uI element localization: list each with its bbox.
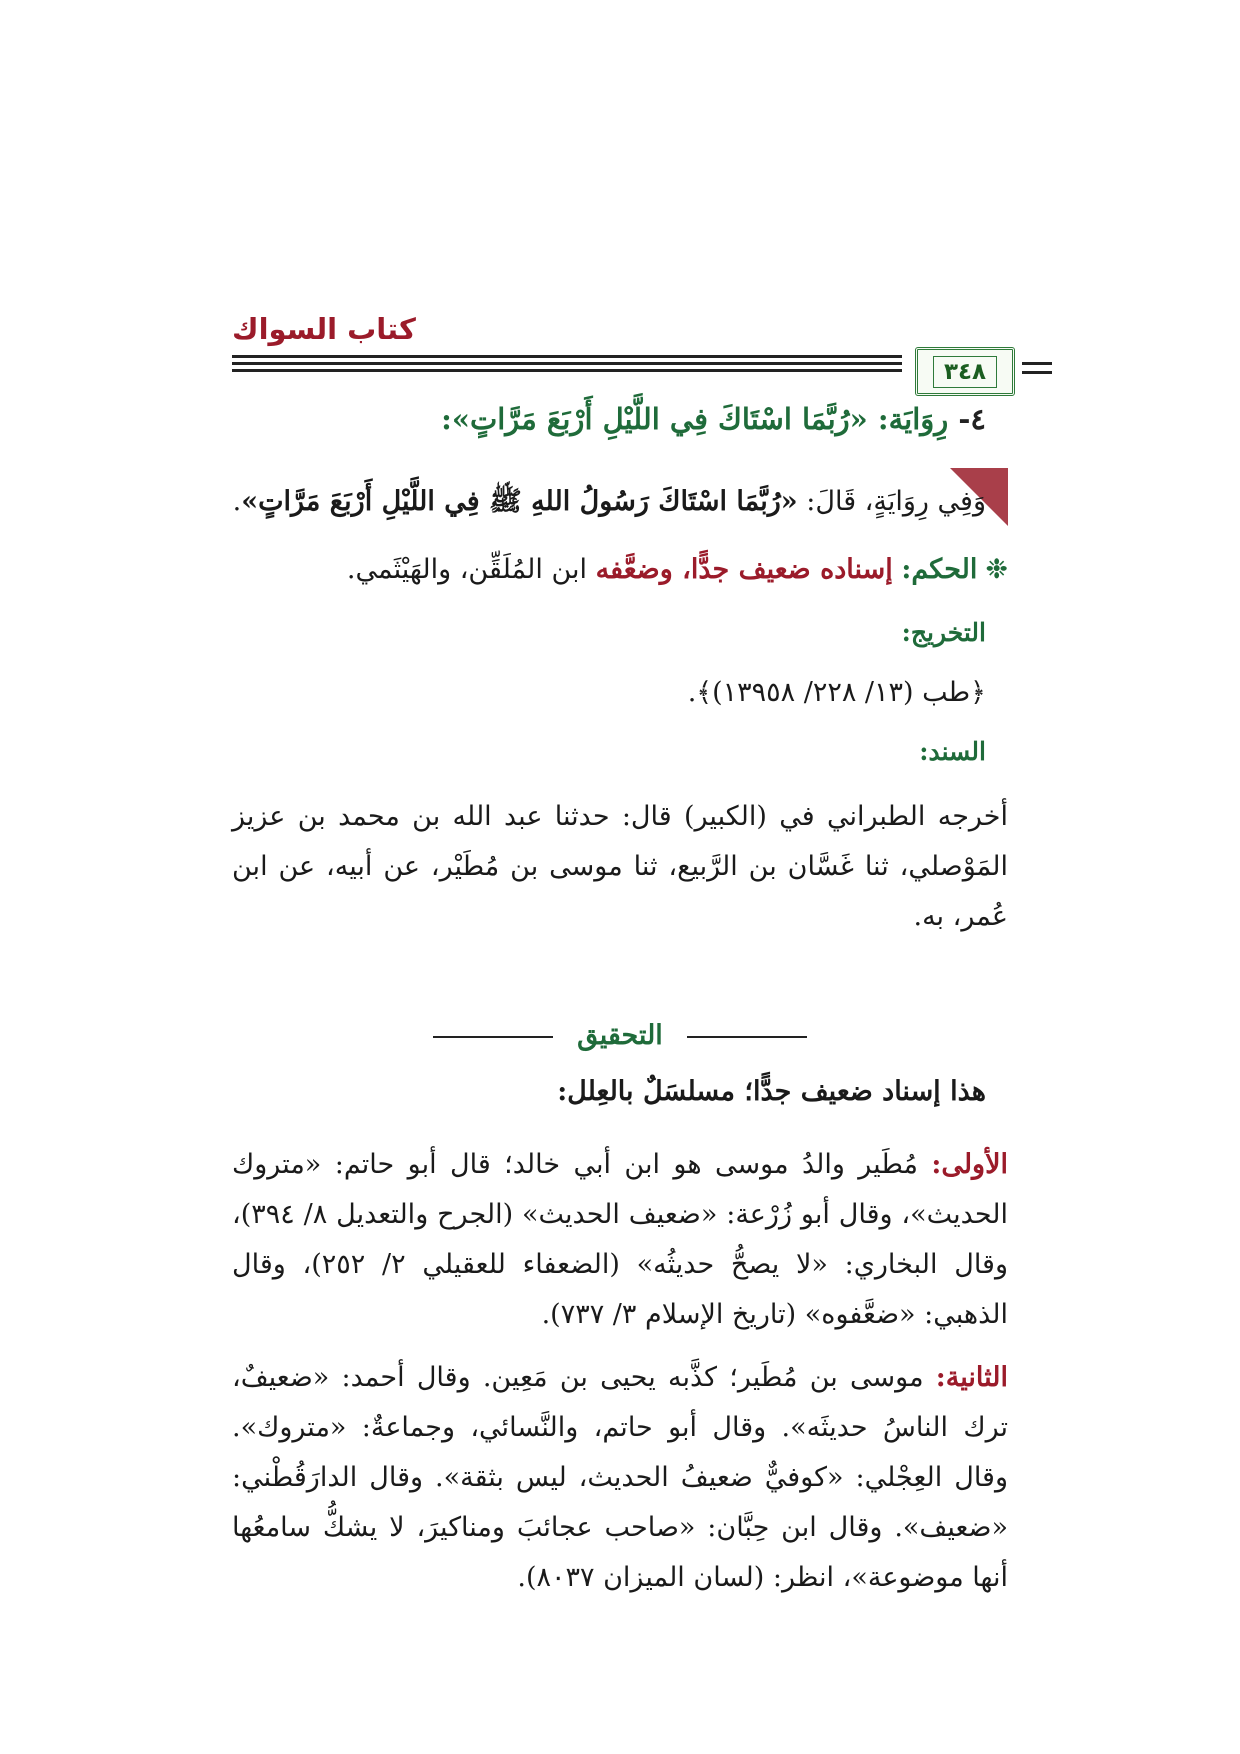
narration-suffix: . <box>232 486 242 517</box>
tahqiq-divider <box>433 1022 807 1052</box>
header-rule-middle <box>232 362 902 365</box>
header-rule-right-bottom <box>1022 371 1052 374</box>
ruling-verdict: إسناده ضعيف جدًّا، وضعَّفه <box>595 554 893 585</box>
second-defect-label: الثانية: <box>935 1362 1008 1393</box>
sanad-label: السند: <box>919 737 986 766</box>
book-title: كتاب السواك <box>232 312 416 346</box>
narration-quote: «رُبَّمَا اسْتَاكَ رَسُولُ اللهِ ﷺ فِي اللَّيْلِ أَرْبَعَ مَرَّاتٍ» <box>241 486 798 517</box>
second-defect-text: موسى بن مُطَير؛ كذَّبه يحيى بن مَعِين. وقال أحمد: «ضعيفٌ، ترك الناسُ حديثَه». وقال أبو حاتم، والنَّسائي، وجماعةٌ: «متروك». وقال العِجْلي: «كوفيٌّ ضعيفُ الحديث، ليس بثقة». وقال الدارَقُطْني: «ضعيف». وقال ابن حِبَّان: «صاحب عجائبَ ومناكيرَ، لا يشكُّ سامعُها أنها موضوعة»، انظر: (لسان الميزان ٨٠٣٧). <box>232 1362 1008 1593</box>
sanad-paragraph: أخرجه الطبراني في (الكبير) قال: حدثنا عبد الله بن محمد بن عزيز المَوْصلي، ثنا غَسَّان بن الرَّبيع، ثنا موسى بن مُطَيْر، عن أبيه، عن ابن عُمر، به. <box>232 801 1008 932</box>
page-number: ٣٤٨ <box>933 356 997 388</box>
flower-icon: ❉ <box>985 554 1008 585</box>
narration-line <box>233 485 986 519</box>
ruling-label: الحكم: <box>901 554 978 585</box>
ruling-rest: ابن المُلَقِّن، والهَيْثَمي. <box>346 554 588 585</box>
takhrij-label: التخريج: <box>901 618 986 647</box>
section-heading <box>441 402 986 436</box>
first-defect-paragraph <box>232 1140 1008 1340</box>
header-rule-right-top <box>1022 362 1052 365</box>
header-rule-top <box>232 355 902 358</box>
page-number-frame <box>915 347 1015 396</box>
ruling-line <box>347 553 1008 587</box>
tahqiq-summary: هذا إسناد ضعيف جدًّا؛ مسلسَلٌ بالعِلل: <box>557 1076 986 1107</box>
section-number: ٤- <box>958 402 986 436</box>
tahqiq-label: التحقيق <box>577 1020 663 1051</box>
second-defect-paragraph <box>232 1353 1008 1603</box>
first-defect-label: الأولى: <box>931 1149 1008 1180</box>
section-title: رِوَايَة: «رُبَّمَا اسْتَاكَ فِي اللَّيْلِ أَرْبَعَ مَرَّاتٍ»: <box>441 402 949 436</box>
header-rule-bottom <box>232 369 902 372</box>
narration-prefix: وَفِي رِوَايَةٍ، قَالَ: <box>797 486 986 517</box>
takhrij-reference: ﴿طب (١٣/ ٢٢٨/ ١٣٩٥٨)﴾. <box>687 677 986 708</box>
first-defect-text: مُطَير والدُ موسى هو ابن أبي خالد؛ قال أبو حاتم: «متروك الحديث»، وقال أبو زُرْعة: «ضعيف الحديث» (الجرح والتعديل ٨/ ٣٩٤)، وقال البخاري: «لا يصحُّ حديثُه» (الضعفاء للعقيلي ٢/ ٢٥٢)، وقال الذهبي: «ضعَّفوه» (تاريخ الإسلام ٣/ ٧٣٧). <box>232 1149 1008 1330</box>
